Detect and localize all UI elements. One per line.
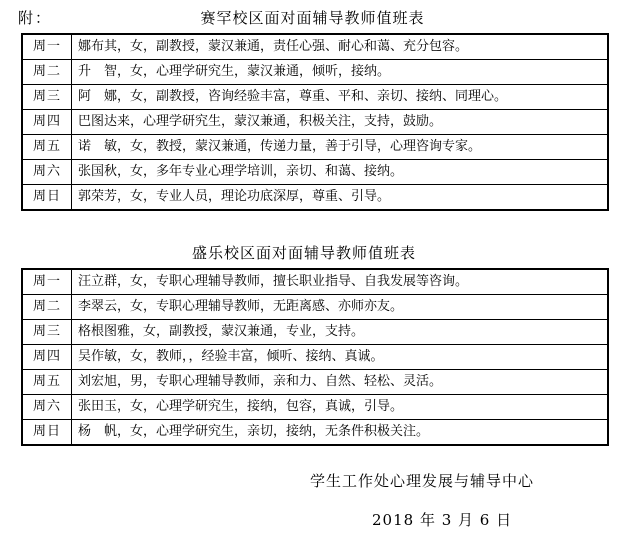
teacher-info-cell: 杨 帆，女，心理学研究生，亲切，接纳，无条件积极关注。: [72, 420, 609, 446]
day-cell: 周日: [22, 420, 72, 446]
issue-date: 2018 年 3 月 6 日: [372, 511, 513, 529]
table-row: [22, 85, 608, 110]
day-cell: 周五: [22, 135, 72, 160]
day-cell: 周二: [22, 295, 72, 320]
attachment-prefix: 附：: [18, 9, 53, 27]
table-row: [22, 110, 608, 135]
teacher-info-cell: 巴图达来，心理学研究生，蒙汉兼通，积极关注，支持，鼓励。: [72, 110, 609, 135]
day-cell: 周三: [22, 85, 72, 110]
day-cell: 周二: [22, 60, 72, 85]
day-cell: 周一: [22, 34, 72, 60]
issuing-department: 学生工作处心理发展与辅导中心: [310, 472, 535, 490]
teacher-info-cell: 张田玉，女，心理学研究生，接纳，包容，真诚，引导。: [72, 395, 609, 420]
table-row: [22, 185, 608, 211]
saihan-duty-table: [21, 33, 609, 211]
teacher-info-cell: 升 智，女，心理学研究生，蒙汉兼通，倾听，接纳。: [72, 60, 609, 85]
shengle-duty-table: [21, 268, 609, 446]
teacher-info-cell: 郭荣芳，女，专业人员，理论功底深厚，尊重、引导。: [72, 185, 609, 211]
saihan-campus-title: 赛罕校区面对面辅导教师值班表: [200, 9, 425, 27]
teacher-info-cell: 诺 敏，女，教授，蒙汉兼通，传递力量，善于引导，心理咨询专家。: [72, 135, 609, 160]
teacher-info-cell: 刘宏旭，男，专职心理辅导教师，亲和力、自然、轻松、灵活。: [72, 370, 609, 395]
teacher-info-cell: 李翠云，女，专职心理辅导教师，无距离感、亦师亦友。: [72, 295, 609, 320]
day-cell: 周三: [22, 320, 72, 345]
table-row: [22, 345, 608, 370]
table-row: [22, 295, 608, 320]
table-row: [22, 60, 608, 85]
day-cell: 周五: [22, 370, 72, 395]
day-cell: 周日: [22, 185, 72, 211]
day-cell: 周四: [22, 345, 72, 370]
table-row: [22, 135, 608, 160]
table-row: [22, 420, 608, 446]
teacher-info-cell: 娜布其，女，副教授，蒙汉兼通，责任心强、耐心和蔼、充分包容。: [72, 34, 609, 60]
teacher-info-cell: 吴作敏，女，教师，，经验丰富，倾听、接纳、真诚。: [72, 345, 609, 370]
teacher-info-cell: 阿 娜，女，副教授，咨询经验丰富，尊重、平和、亲切、接纳、同理心。: [72, 85, 609, 110]
teacher-info-cell: 张国秋，女，多年专业心理学培训，亲切、和蔼、接纳。: [72, 160, 609, 185]
day-cell: 周四: [22, 110, 72, 135]
table-row: [22, 320, 608, 345]
teacher-info-cell: 汪立群，女，专职心理辅导教师，擅长职业指导、自我发展等咨询。: [72, 269, 609, 295]
day-cell: 周六: [22, 395, 72, 420]
day-cell: 周六: [22, 160, 72, 185]
table-row: [22, 269, 608, 295]
table-row: [22, 370, 608, 395]
table-row: [22, 160, 608, 185]
shengle-campus-title: 盛乐校区面对面辅导教师值班表: [191, 244, 416, 262]
teacher-info-cell: 格根图雅，女，副教授，蒙汉兼通，专业，支持。: [72, 320, 609, 345]
day-cell: 周一: [22, 269, 72, 295]
table-row: [22, 34, 608, 60]
table-row: [22, 395, 608, 420]
